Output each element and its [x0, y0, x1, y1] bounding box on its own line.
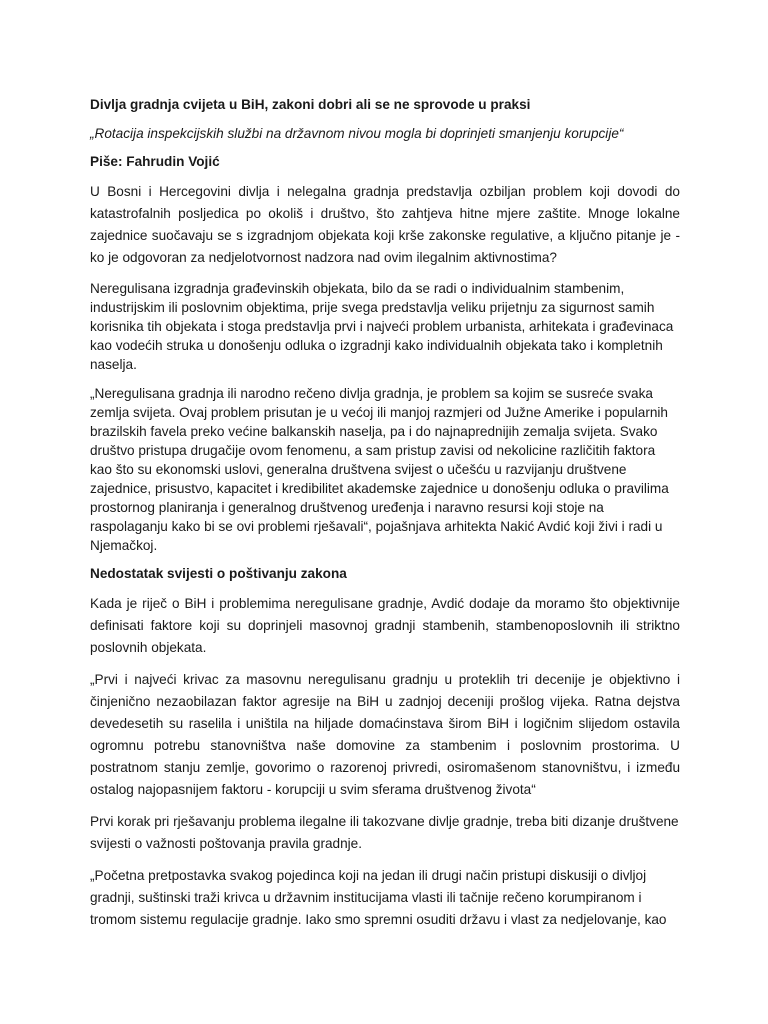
paragraph-intro: U Bosni i Hercegovini divlja i nelegalna gradnja predstavlja ozbiljan problem koji dovodi do katastrofalnih posljedica po okoliš i društvo, što zahtjeva hitne mjere zaštite. Mnoge lokalne zajednice suočavaju se s izgradnjom objekata koji krše zakonske regulative, a ključno pitanje je - ko je odgovoran za nedjelotvornost nadzora nad ovim ilegalnim aktivnostima? — [90, 184, 680, 265]
section-heading: Nedostatak svijesti o poštivanju zakona — [90, 566, 347, 581]
article-title: Divlja gradnja cvijeta u BiH, zakoni dobri ali se ne sprovode u praksi — [90, 97, 531, 112]
paragraph-quote-avdic: „Neregulisana gradnja ili narodno rečeno divlja gradnja, je problem sa kojim se susreće svaka zemlja svijeta. Ovaj problem prisutan je u većoj ili manjoj razmjeri od Južne Amerike i popularnih brazilskih favela preko većine balkanskih naselja, pa i do najnaprednijih zemalja svijeta. Svako društvo pristupa drugačije ovom fenomenu, a sam pristup zavisi od nekolicine različitih faktora kao što su ekonomski uslovi, generalna društvena svijest o učešću u razvijanju društvene zajednice, prisustvo, kapacitet i kredibilitet akademske zajednice u donošenju odluka o pravilima prostornog planiranja i generalnog društvenog uređenja i naravno resursi koji stoje na raspolaganju kako bi se ovi problemi rješavali“, pojašnjava arhitekta Nakić Avdić koji živi i radi u Njemačkoj. — [90, 386, 669, 553]
article-byline: Piše: Fahrudin Vojić — [90, 154, 220, 169]
paragraph-quote-krivac: „Prvi i najveći krivac za masovnu neregulisanu gradnju u proteklih tri decenije je objektivno i činjenično nezaobilazan faktor agresije na BiH u zadnjoj deceniji prošlog vijeka. Ratna dejstva devedesetih su raselila i uništila na hiljade domaćinstava širom BiH i logičnim slijedom ostavila ogromnu potrebu stanovništva naše domovine za stambenim i poslovnim prostorima. U postratnom stanju zemlje, govorimo o razorenoj privredi, osiromašenom stanovništvu, i između ostalog najopasnijem faktoru - korupciji u svim sferama društvenog života“ — [90, 672, 680, 797]
paragraph-bih-problem: Kada je riječ o BiH i problemima neregulisane gradnje, Avdić dodaje da moramo što objektivnije definisati faktore koji su doprinjeli masovnoj gradnji stambenih, stambenoposlovnih ili striktno poslovnih objekata. — [90, 596, 680, 655]
paragraph-quote-pretpostavka: „Početna pretpostavka svakog pojedinca koji na jedan ili drugi način pristupi diskusiji o divljoj gradnji, suštinski traži krivca u državnim institucijama vlasti ili tačnije rečeno korumpiranom i tromom sistemu regulacije gradnje. Iako smo spremni osuditi državu i vlast za nedjelovanje, kao — [90, 868, 667, 927]
paragraph-prvi-korak: Prvi korak pri rješavanju problema ilegalne ili takozvane divlje gradnje, treba biti dizanje društvene svijesti o važnosti poštovanja pravila gradnje. — [90, 814, 679, 851]
article-subtitle: „Rotacija inspekcijskih službi na državnom nivou mogla bi doprinjeti smanjenju korupcije“ — [90, 126, 624, 141]
paragraph-neregulisana: Neregulisana izgradnja građevinskih objekata, bilo da se radi o individualnim stambenim, industrijskim ili poslovnim objektima, prije svega predstavlja veliku prijetnju za sigurnost samih korisnika tih objekata i stoga predstavlja prvi i najveći problem urbanista, arhitekata i građevinaca kao vodećih struka u donošenju odluka o izgradnji kako individualnih objekata tako i kompletnih naselja. — [90, 281, 674, 372]
